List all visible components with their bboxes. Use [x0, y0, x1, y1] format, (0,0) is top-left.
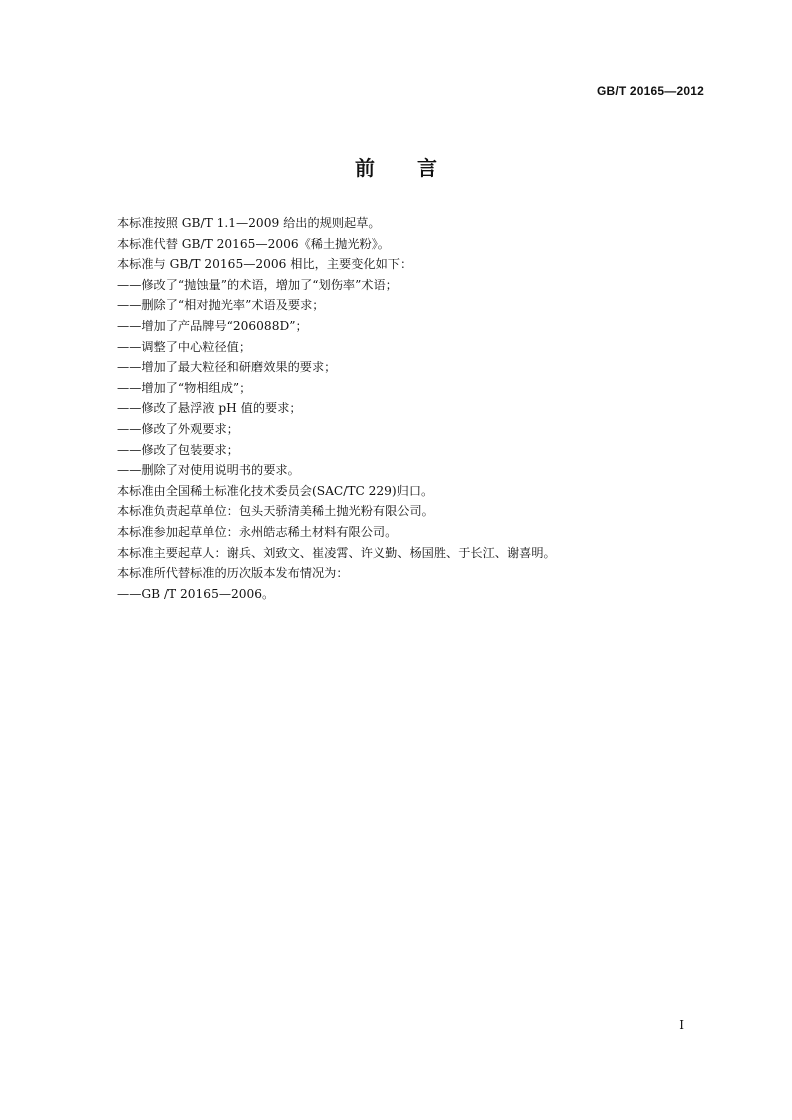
foreword-line: 本标准代替 GB/T 20165—2006《稀土抛光粉》。 [117, 236, 390, 251]
change-item: ——修改了“抛蚀量”的术语，增加了“划伤率”术语； [117, 277, 398, 292]
foreword-line: 本标准参加起草单位：永州皓志稀土材料有限公司。 [117, 524, 398, 539]
change-item: ——修改了包装要求； [117, 442, 239, 457]
change-item: ——调整了中心粒径值； [117, 339, 252, 354]
standard-code: GB/T 20165—2012 [596, 84, 704, 98]
title-char-1: 前 [355, 156, 375, 180]
page-title [0, 152, 792, 181]
foreword-line: 本标准与 GB/T 20165—2006 相比，主要变化如下： [117, 257, 413, 272]
foreword-line: 本标准所代替标准的历次版本发布情况为： [117, 566, 349, 581]
change-item: ——增加了产品牌号“206088D”； [117, 318, 308, 333]
change-item: ——删除了对使用说明书的要求。 [117, 463, 300, 478]
foreword-line: 本标准主要起草人：谢兵、刘致文、崔凌霄、许义勤、杨国胜、于长江、谢喜明。 [117, 545, 556, 560]
foreword-line: 本标准由全国稀土标准化技术委员会(SAC/TC 229)归口。 [117, 483, 434, 498]
page-number: I [679, 1018, 684, 1032]
change-item: ——删除了“相对抛光率”术语及要求； [117, 298, 325, 313]
history-item: ——GB /T 20165—2006。 [117, 586, 275, 601]
change-item: ——增加了最大粒径和研磨效果的要求； [117, 360, 337, 375]
foreword-body [117, 213, 717, 604]
change-item: ——增加了“物相组成”； [117, 380, 252, 395]
title-char-2: 言 [417, 156, 437, 180]
foreword-line: 本标准负责起草单位：包头天骄清美稀土抛光粉有限公司。 [117, 504, 434, 519]
foreword-line: 本标准按照 GB/T 1.1—2009 给出的规则起草。 [117, 216, 381, 230]
change-item: ——修改了悬浮液 pH 值的要求； [117, 401, 302, 416]
change-item: ——修改了外观要求； [117, 421, 239, 436]
